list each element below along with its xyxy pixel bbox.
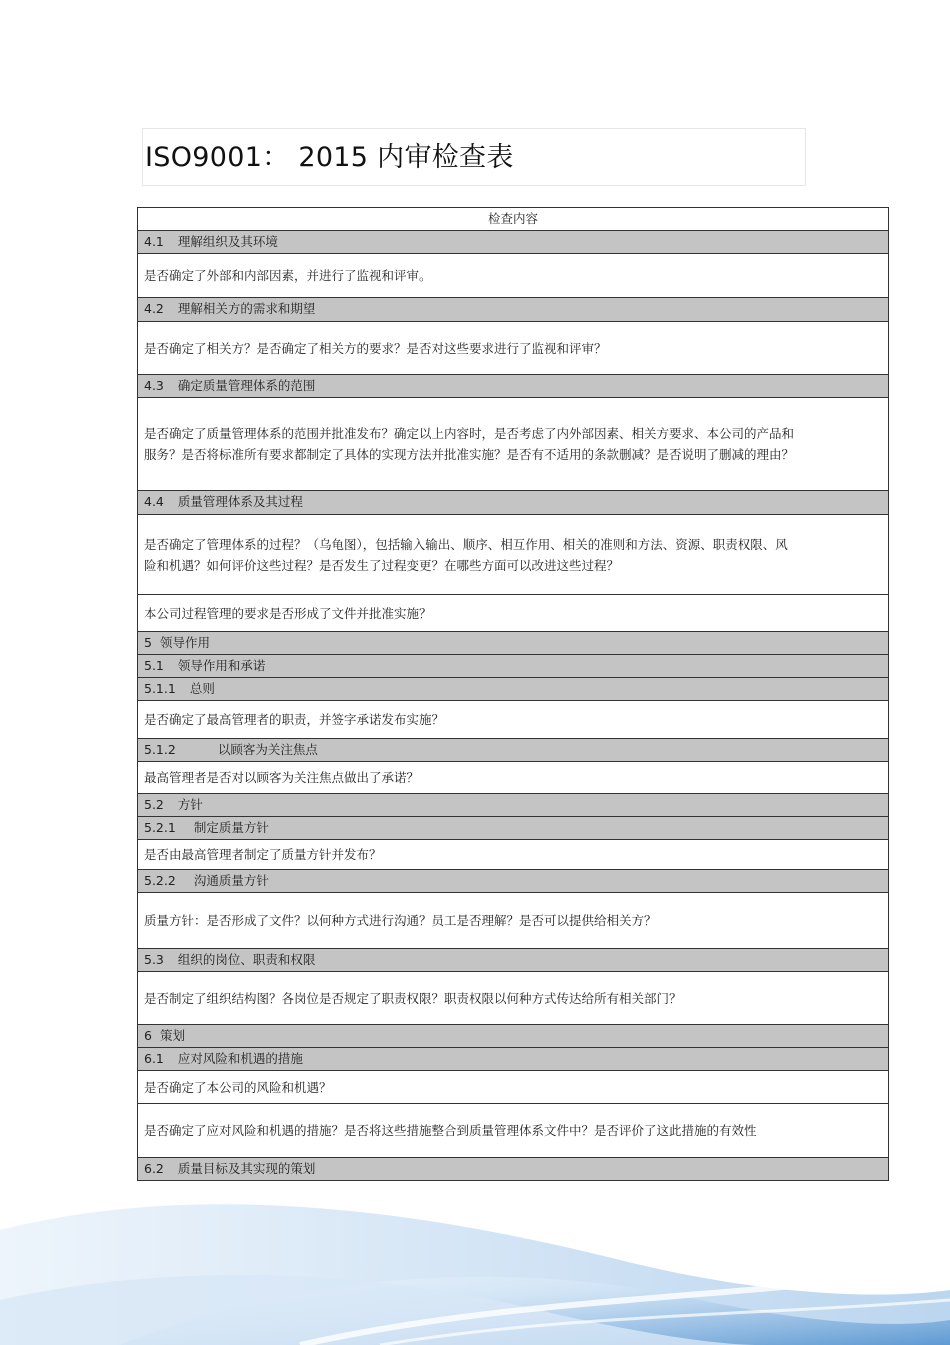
section-number: 5 bbox=[144, 635, 152, 650]
section-label: 质量管理体系及其过程 bbox=[177, 494, 303, 509]
section-row bbox=[138, 870, 888, 893]
section-number: 4.1 bbox=[144, 234, 164, 249]
section-row bbox=[138, 375, 888, 398]
section-label: 以顾客为关注焦点 bbox=[217, 742, 318, 757]
question-text: 是否由最高管理者制定了质量方针并发布？ bbox=[144, 847, 382, 862]
question-row bbox=[138, 893, 888, 949]
section-row bbox=[138, 1048, 888, 1071]
question-text: 是否确定了本公司的风险和机遇？ bbox=[144, 1079, 332, 1095]
question-row bbox=[138, 515, 888, 595]
section-number: 4.4 bbox=[144, 494, 164, 509]
section-label: 理解相关方的需求和期望 bbox=[177, 301, 316, 316]
section-label: 质量目标及其实现的策划 bbox=[177, 1161, 316, 1176]
question-row bbox=[138, 972, 888, 1025]
question-text: 本公司过程管理的要求是否形成了文件并批准实施？ bbox=[144, 605, 432, 621]
section-row bbox=[138, 1025, 888, 1048]
section-number: 5.1.1 bbox=[144, 681, 176, 696]
section-row bbox=[138, 231, 888, 254]
section-label: 策划 bbox=[159, 1028, 185, 1043]
question-text: 是否确定了应对风险和机遇的措施？是否将这些措施整合到质量管理体系文件中？是否评价了这此措施的有效性 bbox=[144, 1123, 757, 1138]
section-number: 5.2.1 bbox=[144, 820, 176, 835]
section-row bbox=[138, 949, 888, 972]
section-label: 领导作用和承诺 bbox=[177, 658, 266, 673]
section-label: 领导作用 bbox=[159, 635, 210, 650]
section-label: 理解组织及其环境 bbox=[177, 234, 278, 249]
section-label: 方针 bbox=[177, 797, 203, 812]
section-label: 总则 bbox=[189, 681, 215, 696]
question-text: 是否确定了质量管理体系的范围并批准发布？确定以上内容时，是否考虑了内外部因素、相关方要求、本公司的产品和服务？是否将标准所有要求都制定了具体的实现方法并批准实施？是否有不适用的条款删减？是否说明了删减的理由？ bbox=[144, 426, 795, 462]
question-text: 是否确定了外部和内部因素，并进行了监视和评审。 bbox=[144, 268, 432, 283]
section-number: 5.2 bbox=[144, 797, 164, 812]
question-row bbox=[138, 254, 888, 298]
section-number: 5.1.2 bbox=[144, 742, 176, 757]
table-header-label: 检查内容 bbox=[487, 211, 538, 226]
section-number: 6.1 bbox=[144, 1051, 164, 1066]
section-row bbox=[138, 678, 888, 701]
checklist-table bbox=[137, 207, 889, 1181]
title-box bbox=[142, 128, 806, 186]
section-row bbox=[138, 632, 888, 655]
section-number: 6.2 bbox=[144, 1161, 164, 1176]
section-label: 制定质量方针 bbox=[193, 820, 269, 835]
question-text: 最高管理者是否对以顾客为关注焦点做出了承诺？ bbox=[144, 770, 420, 785]
section-label: 应对风险和机遇的措施 bbox=[177, 1051, 303, 1066]
question-row bbox=[138, 1104, 888, 1158]
section-label: 组织的岗位、职责和权限 bbox=[177, 952, 316, 967]
question-row bbox=[138, 322, 888, 375]
question-row bbox=[138, 840, 888, 870]
question-row bbox=[138, 1071, 888, 1104]
section-number: 4.2 bbox=[144, 301, 164, 316]
question-text: 质量方针：是否形成了文件？以何种方式进行沟通？员工是否理解？是否可以提供给相关方？ bbox=[144, 913, 657, 928]
question-text: 是否确定了最高管理者的职责，并签字承诺发布实施？ bbox=[144, 712, 445, 727]
section-label: 沟通质量方针 bbox=[193, 873, 269, 888]
section-number: 5.3 bbox=[144, 952, 164, 967]
section-row bbox=[138, 794, 888, 817]
question-row bbox=[138, 398, 888, 491]
section-number: 4.3 bbox=[144, 378, 164, 393]
section-row bbox=[138, 655, 888, 678]
question-row bbox=[138, 595, 888, 632]
document-title: ISO9001： 2015 内审检查表 bbox=[145, 142, 514, 173]
question-row bbox=[138, 762, 888, 794]
section-row bbox=[138, 817, 888, 840]
question-row bbox=[138, 701, 888, 739]
question-text: 是否确定了管理体系的过程？（乌龟图），包括输入输出、顺序、相互作用、相关的准则和方法、资源、职责权限、风险和机遇？如何评价这些过程？是否发生了过程变更？在哪些方面可以改进这些过程？ bbox=[144, 536, 788, 573]
section-number: 5.1 bbox=[144, 658, 164, 673]
section-number: 6 bbox=[144, 1028, 152, 1043]
section-row bbox=[138, 739, 888, 762]
question-text: 是否确定了相关方？是否确定了相关方的要求？是否对这些要求进行了监视和评审？ bbox=[144, 340, 607, 356]
section-row bbox=[138, 491, 888, 515]
section-row bbox=[138, 1158, 888, 1181]
section-number: 5.2.2 bbox=[144, 873, 176, 888]
question-text: 是否制定了组织结构图？各岗位是否规定了职责权限？职责权限以何种方式传达给所有相关部门？ bbox=[144, 990, 682, 1006]
section-row bbox=[138, 298, 888, 322]
section-label: 确定质量管理体系的范围 bbox=[177, 378, 316, 393]
table-header bbox=[138, 208, 888, 231]
